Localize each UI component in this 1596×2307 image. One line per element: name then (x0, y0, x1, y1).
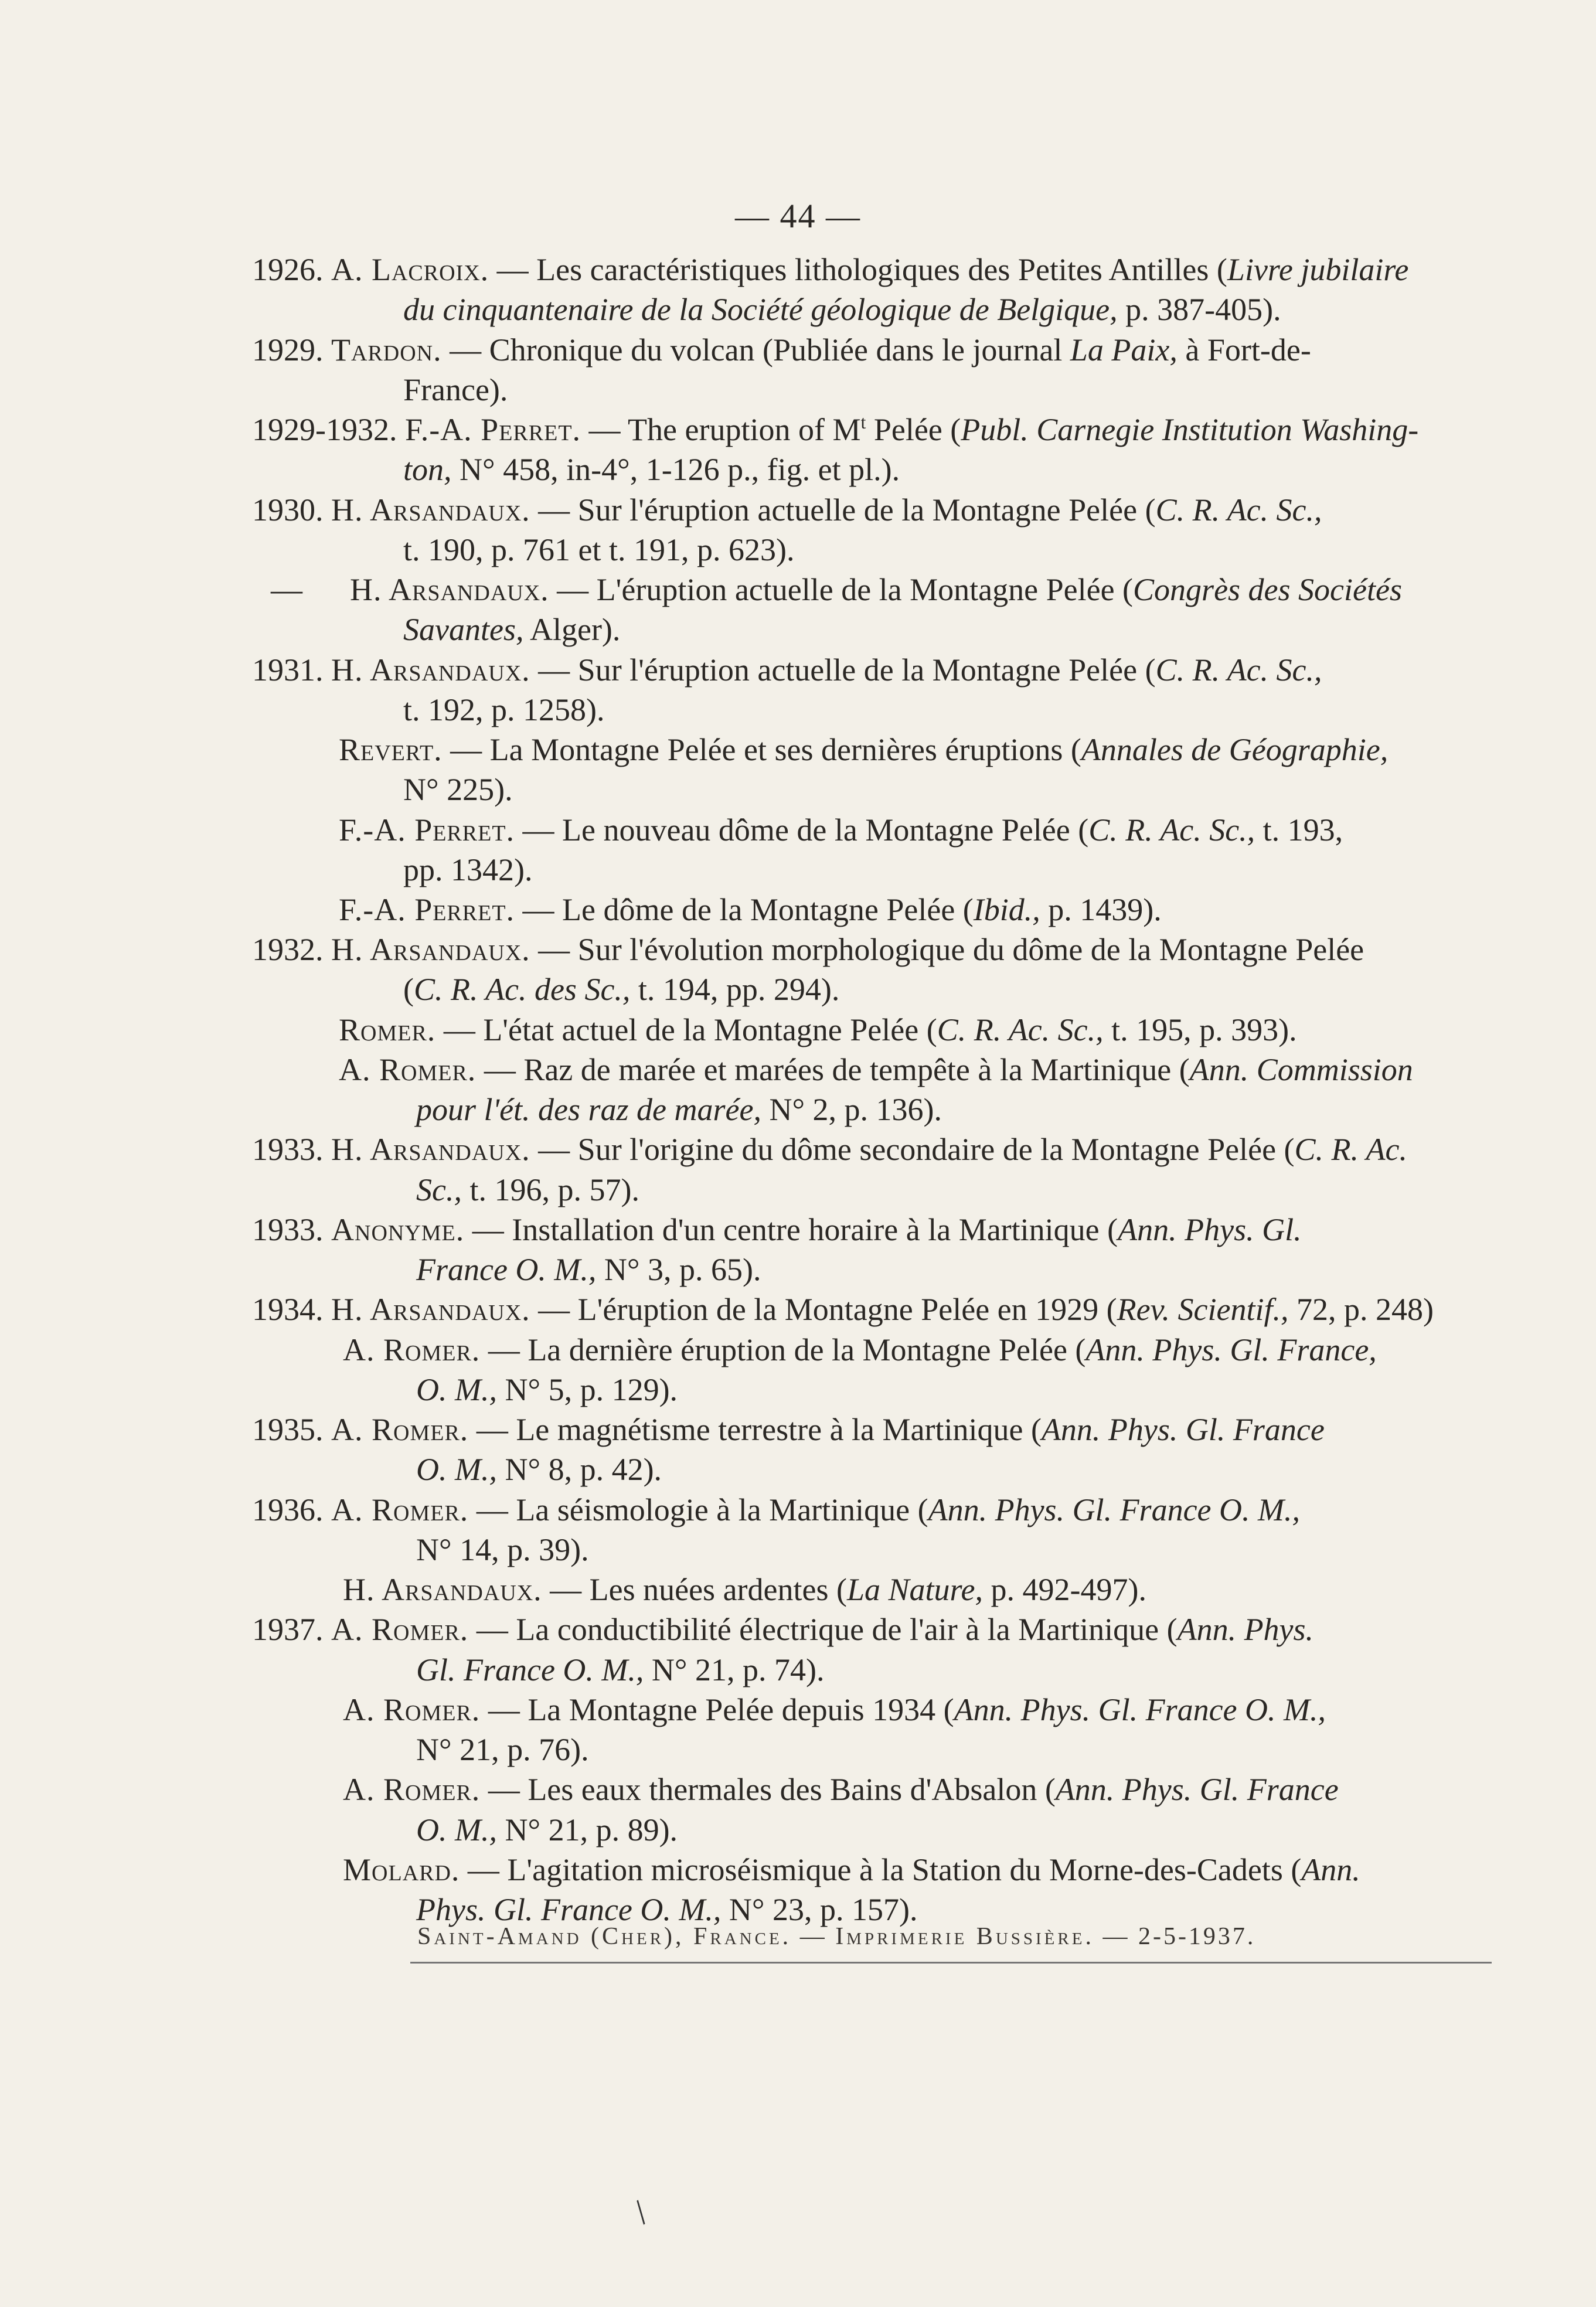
entry-year: 1929. Tardon. — Chronique du volcan (Publiée dans le journal La Paix, à Fort-de- (252, 332, 1311, 368)
entry-year: 1933. Anonyme. — Installation d'un centre horaire à la Martinique (Ann. Phys. Gl. (252, 1212, 1302, 1247)
entry-continuation: Phys. Gl. France O. M., N° 23, p. 157). (416, 1892, 918, 1927)
entry-author: A. Romer. — Les eaux thermales des Bains d'Absalon (Ann. Phys. Gl. France (343, 1772, 1339, 1807)
footer-divider (410, 1962, 1492, 1964)
entry-author: Molard. — L'agitation microséismique à la Station du Morne-des-Cadets (Ann. (343, 1852, 1360, 1887)
printer-imprint: Saint-Amand (Cher), France. — Imprimerie Bussière. — 2-5-1937. (417, 1923, 1256, 1950)
entry-author: H. Arsandaux. — Les nuées ardentes (La Nature, p. 492-497). (343, 1572, 1146, 1607)
entry-continuation: N° 21, p. 76). (416, 1732, 589, 1767)
entry-continuation: pour l'ét. des raz de marée, N° 2, p. 136). (416, 1092, 942, 1127)
entry-year: — H. Arsandaux. — L'éruption actuelle de la Montagne Pelée (Congrès des Sociétés (271, 572, 1402, 607)
entry-continuation: France). (403, 372, 508, 407)
entry-author: A. Romer. — La Montagne Pelée depuis 1934 (Ann. Phys. Gl. France O. M., (343, 1692, 1326, 1727)
entry-continuation: N° 225). (403, 772, 513, 807)
entry-year: 1936. A. Romer. — La séismologie à la Martinique (Ann. Phys. Gl. France O. M., (252, 1492, 1300, 1527)
entry-continuation: Savantes, Alger). (403, 612, 621, 647)
entry-author: A. Romer. — Raz de marée et marées de tempête à la Martinique (Ann. Commission (339, 1052, 1413, 1087)
entry-continuation: O. M., N° 8, p. 42). (416, 1452, 662, 1487)
entry-continuation: t. 190, p. 761 et t. 191, p. 623). (403, 532, 795, 567)
entry-year: 1926. A. Lacroix. — Les caractéristiques lithologiques des Petites Antilles (Livre jubilaire (252, 252, 1409, 287)
entry-author: F.-A. Perret. — Le dôme de la Montagne Pelée (Ibid., p. 1439). (339, 892, 1162, 927)
entry-continuation: du cinquantenaire de la Société géologique de Belgique, p. 387-405). (403, 292, 1281, 327)
entry-continuation: Sc., t. 196, p. 57). (416, 1172, 639, 1207)
entry-year: 1930. H. Arsandaux. — Sur l'éruption actuelle de la Montagne Pelée (C. R. Ac. Sc., (252, 492, 1322, 528)
entry-continuation: O. M., N° 21, p. 89). (416, 1812, 678, 1847)
page-number: — 44 — (735, 197, 861, 235)
entry-year: 1933. H. Arsandaux. — Sur l'origine du dôme secondaire de la Montagne Pelée (C. R. Ac. (252, 1132, 1407, 1167)
entry-continuation: O. M., N° 5, p. 129). (416, 1372, 678, 1407)
entry-year: 1932. H. Arsandaux. — Sur l'évolution morphologique du dôme de la Montagne Pelée (252, 932, 1364, 967)
entry-continuation: Gl. France O. M., N° 21, p. 74). (416, 1652, 825, 1687)
entry-year: 1934. H. Arsandaux. — L'éruption de la Montagne Pelée en 1929 (Rev. Scientif., 72, p. 248) (252, 1292, 1434, 1327)
stray-mark: / (625, 2193, 656, 2231)
entry-year: 1929-1932. F.-A. Perret. — The eruption of $M^t$ Pelée (Publ. Carnegie Institution Washing- (252, 411, 1419, 447)
entry-continuation: ton, N° 458, in-4°, 1-126 p., fig. et pl.). (403, 452, 900, 487)
entry-year: 1937. A. Romer. — La conductibilité électrique de l'air à la Martinique (Ann. Phys. (252, 1612, 1314, 1647)
entry-continuation: (C. R. Ac. des Sc., t. 194, pp. 294). (403, 972, 840, 1007)
entry-author: Revert. — La Montagne Pelée et ses dernières éruptions (Annales de Géographie, (339, 732, 1389, 767)
entry-continuation: pp. 1342). (403, 852, 533, 887)
entry-year: 1931. H. Arsandaux. — Sur l'éruption actuelle de la Montagne Pelée (C. R. Ac. Sc., (252, 652, 1322, 688)
entry-year: 1935. A. Romer. — Le magnétisme terrestre à la Martinique (Ann. Phys. Gl. France (252, 1412, 1325, 1447)
entry-author: F.-A. Perret. — Le nouveau dôme de la Montagne Pelée (C. R. Ac. Sc., t. 193, (339, 812, 1343, 848)
entry-author: A. Romer. — La dernière éruption de la Montagne Pelée (Ann. Phys. Gl. France, (343, 1332, 1377, 1367)
entry-author: Romer. — L'état actuel de la Montagne Pelée (C. R. Ac. Sc., t. 195, p. 393). (339, 1012, 1297, 1047)
entry-continuation: N° 14, p. 39). (416, 1532, 589, 1567)
entry-continuation: France O. M., N° 3, p. 65). (416, 1252, 761, 1287)
entry-continuation: t. 192, p. 1258). (403, 692, 605, 727)
